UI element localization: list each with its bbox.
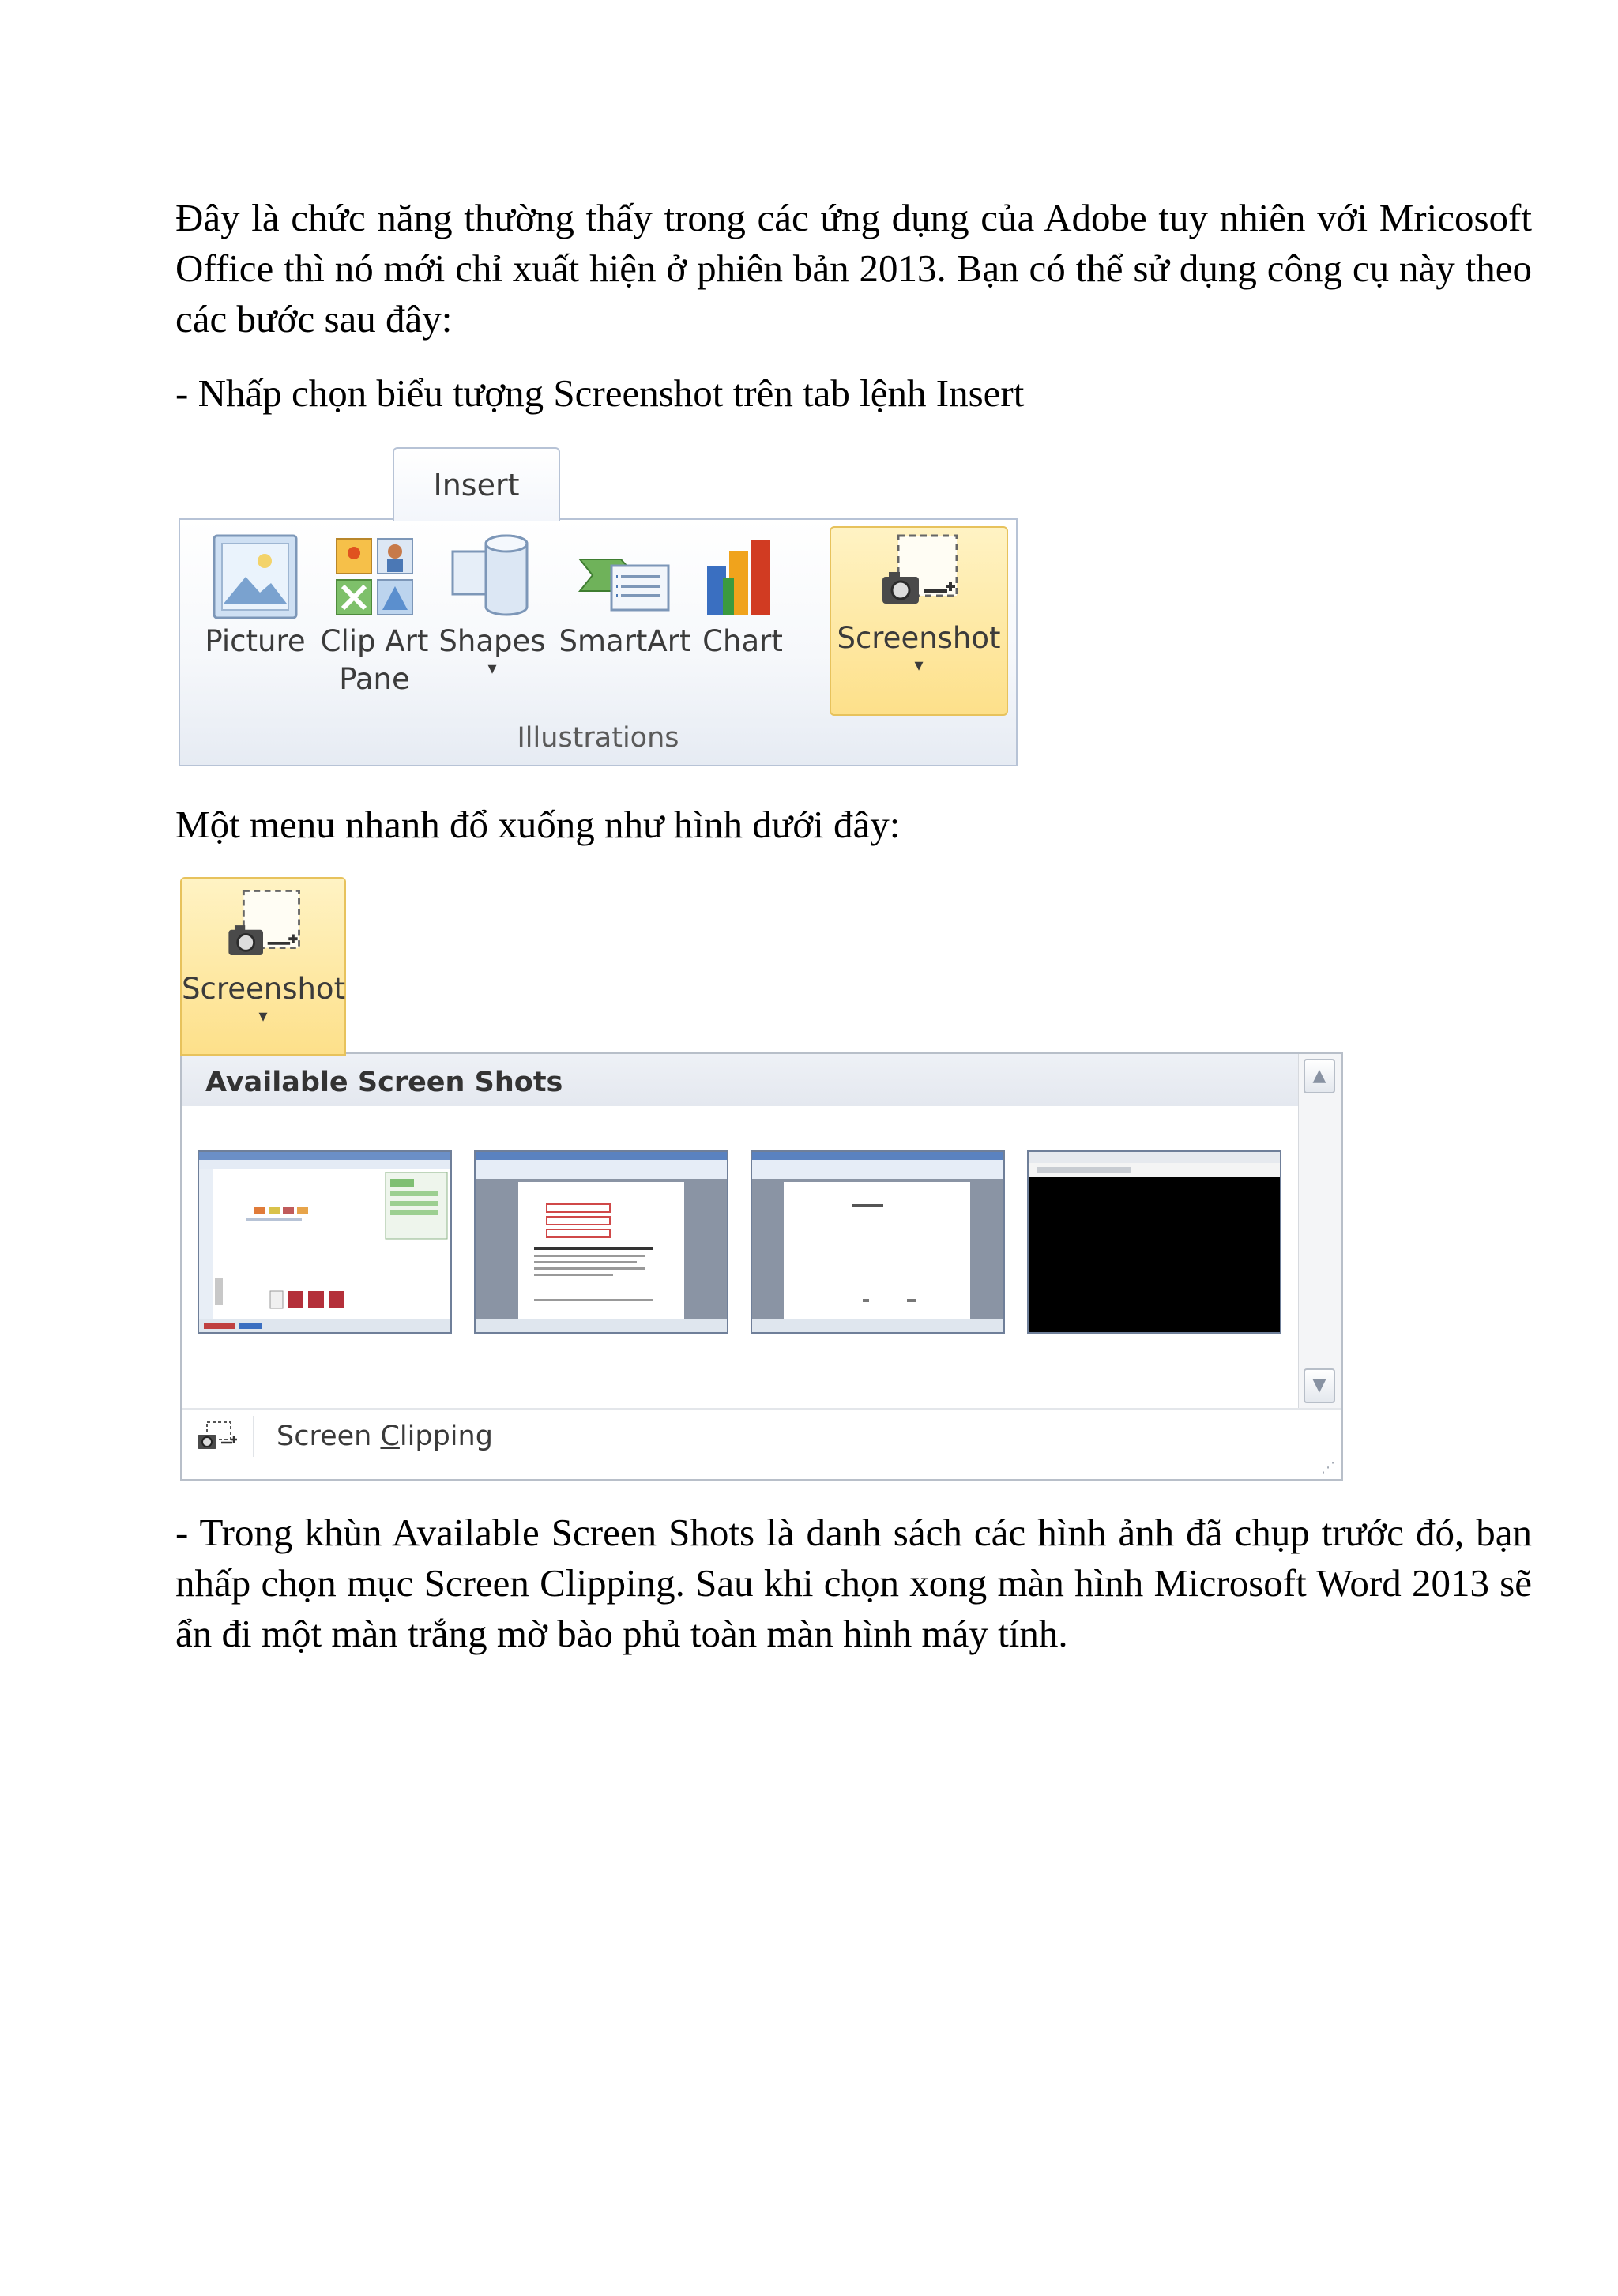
intro-paragraph: Đây là chức năng thường thấy trong các ứng dụng của Adobe tuy nhiên với Mricosoft Office thì nó mới chỉ xuất hiện ở phiên bản 2013. Bạn có thể sử dụng công cụ này theo các bước sau đây:: [175, 196, 1532, 341]
picture-label: Picture: [205, 624, 306, 658]
screenshot-label: Screenshot: [837, 621, 1001, 655]
illustrations-group: [179, 518, 1018, 766]
screen-shot-thumbnail[interactable]: [1027, 1150, 1281, 1334]
screenshot-icon: [871, 528, 966, 619]
step2-paragraph: - Trong khùn Available Screen Shots là danh sách các hình ảnh đã chụp trước đó, bạn nhấp chọn mục Screen Clipping. Sau khi chọn xong màn hình Microsoft Word 2013 sẽ ẩn đi một màn trắng mờ bào phủ toàn màn hình máy tính.: [175, 1511, 1532, 1655]
tab-insert[interactable]: Insert: [393, 447, 560, 521]
shapes-dropdown-arrow-icon: ▾: [487, 659, 497, 679]
screen-clipping-item[interactable]: [182, 1410, 1341, 1462]
screenshot-menu-arrow-icon: ▾: [258, 1007, 268, 1026]
screen-shot-thumbnail[interactable]: [751, 1150, 1005, 1334]
step1-paragraph: - Nhấp chọn biểu tượng Screenshot trên tab lệnh Insert: [175, 371, 1025, 415]
clip-art-label: Clip Art: [320, 624, 429, 658]
smartart-icon: [574, 531, 676, 623]
clip-art-pane-button[interactable]: [319, 531, 430, 714]
scroll-down-icon[interactable]: ▼: [1304, 1368, 1335, 1403]
screen-clipping-label: Screen Clipping: [277, 1421, 493, 1452]
screen-shot-thumbnail[interactable]: [474, 1150, 728, 1334]
screen-shot-thumbnail-image: [476, 1152, 727, 1332]
clip-art-icon: [330, 531, 419, 623]
chart-icon: [699, 531, 786, 623]
screen-shot-thumbnail-image: [1029, 1152, 1280, 1332]
available-screen-shots-header: Available Screen Shots: [182, 1054, 1302, 1106]
picture-button[interactable]: [196, 531, 314, 714]
screenshot-button[interactable]: [830, 526, 1008, 716]
illustrations-group-label: Illustrations: [517, 722, 679, 754]
shapes-icon: [445, 531, 540, 623]
smartart-label: SmartArt: [559, 624, 691, 658]
screenshot-menu-button[interactable]: [180, 877, 346, 1056]
gallery-scrollbar[interactable]: [1298, 1054, 1341, 1408]
chart-label: Chart: [702, 624, 783, 658]
resize-grip-icon[interactable]: ⋰: [1321, 1459, 1337, 1476]
screenshot-gallery: [180, 1052, 1343, 1481]
clip-divider: [253, 1416, 254, 1457]
screen-shot-thumbnail-image: [199, 1152, 450, 1332]
clip-art-label-line2: Pane: [339, 662, 410, 696]
shapes-label: Shapes: [438, 624, 546, 658]
screenshot-icon: [216, 883, 310, 970]
screen-clipping-icon: [196, 1421, 239, 1452]
scroll-up-icon[interactable]: ▲: [1304, 1059, 1335, 1093]
smartart-button[interactable]: [558, 531, 692, 714]
screenshot-menu-label: Screenshot: [182, 972, 346, 1006]
screen-shot-thumbnail-image: [752, 1152, 1003, 1332]
chart-button[interactable]: [695, 531, 790, 714]
screen-shot-thumbnail[interactable]: [198, 1150, 452, 1334]
screenshot-dropdown-menu: [179, 874, 1346, 1482]
shapes-button[interactable]: [433, 531, 551, 714]
ribbon-insert-screenshot: [179, 447, 1021, 770]
screenshot-dropdown-arrow-icon: ▾: [914, 656, 924, 676]
picture-icon: [209, 531, 301, 623]
menu-intro-paragraph: Một menu nhanh đổ xuống như hình dưới đây:: [175, 803, 901, 846]
